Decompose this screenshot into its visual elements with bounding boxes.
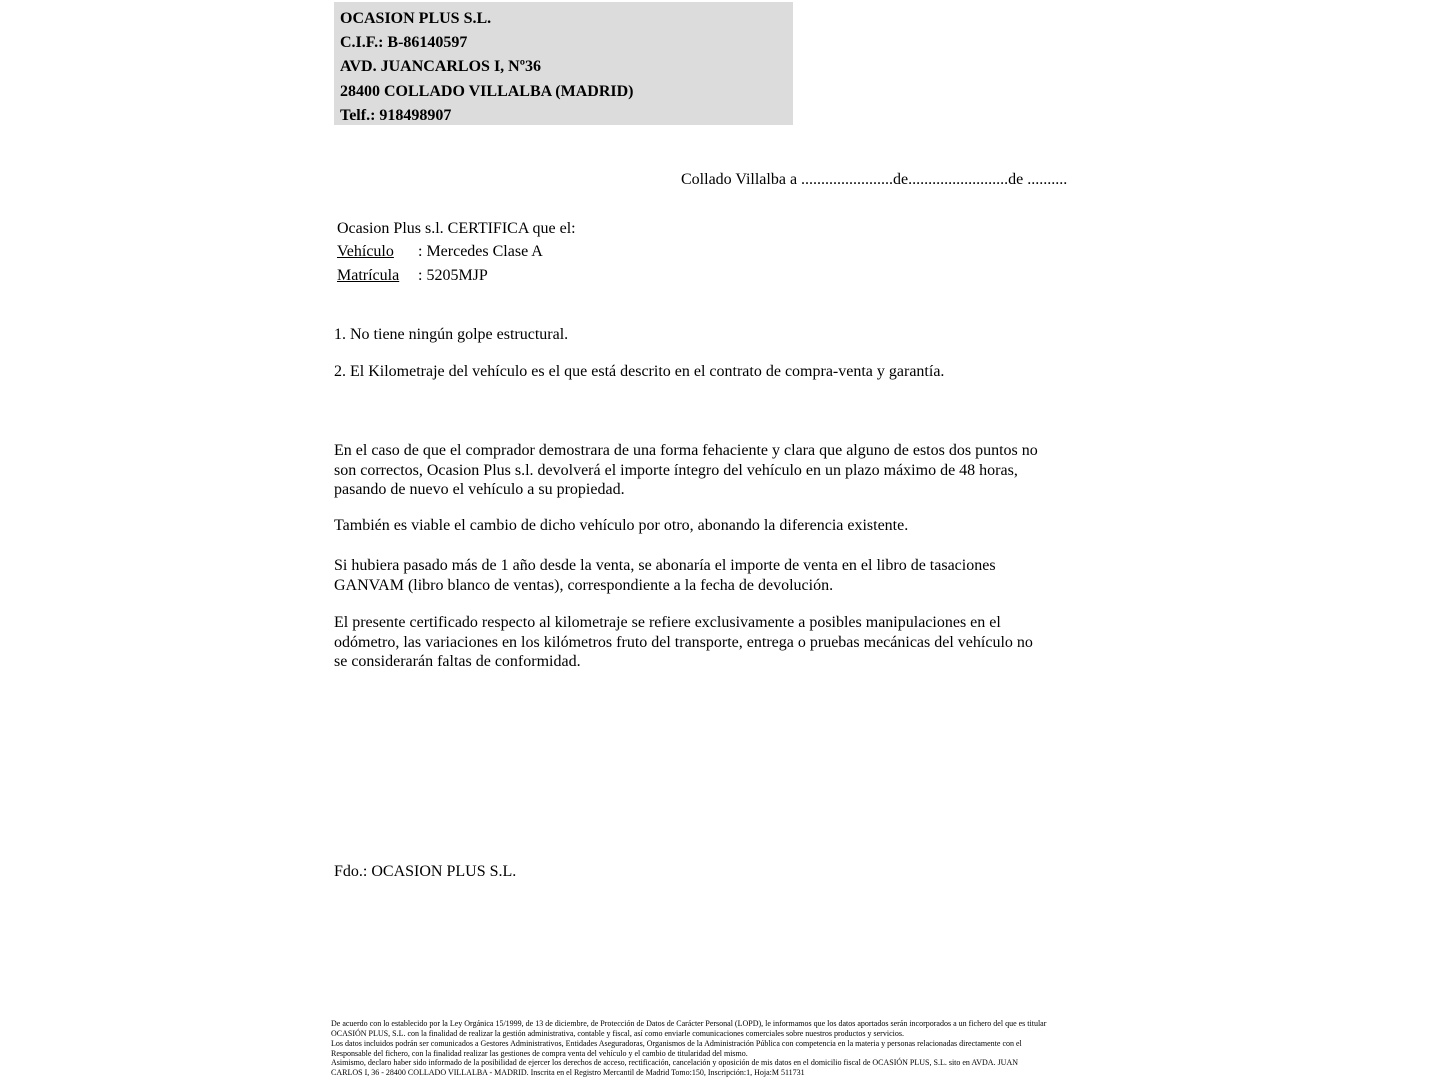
certified-point-2: 2. El Kilometraje del vehículo es el que está descrito en el contrato de compra-venta y garantía. xyxy=(334,363,945,380)
certification-block xyxy=(337,217,576,287)
certify-intro: Ocasion Plus s.l. CERTIFICA que el: xyxy=(337,220,576,237)
vehicle-value: : Mercedes Clase A xyxy=(418,243,543,261)
refund-paragraph xyxy=(334,441,1038,500)
odometer-paragraph-line: se considerarán faltas de conformidad. xyxy=(334,653,581,671)
refund-paragraph-line: pasando de nuevo el vehículo a su propiedad. xyxy=(334,481,625,499)
odometer-paragraph xyxy=(334,613,1033,672)
company-name: OCASION PLUS S.L. xyxy=(340,10,492,27)
odometer-paragraph-line: El presente certificado respecto al kilometraje se refiere exclusivamente a posibles manipulaciones en el xyxy=(334,614,1001,631)
plate-label-box xyxy=(337,264,418,287)
plate-row xyxy=(337,264,576,287)
company-city: 28400 COLLADO VILLALBA (MADRID) xyxy=(340,82,634,100)
ganvam-paragraph-line: GANVAM (libro blanco de ventas), correspondiente a la fecha de devolución. xyxy=(334,576,834,594)
exchange-paragraph xyxy=(334,516,908,536)
legal-notice-line: OCASIÓN PLUS, S.L. con la finalidad de realizar la gestión administrativa, contable y fiscal, así como enviarle comunicaciones comerciales sobre nuestros productos y servicios. xyxy=(331,1028,904,1038)
company-phone: Telf.: 918498907 xyxy=(340,106,452,124)
refund-paragraph-line: En el caso de que el comprador demostrara de una forma fehaciente y clara que alguno de estos dos puntos no xyxy=(334,442,1038,459)
legal-notice-line: CARLOS I, 36 - 28400 COLLADO VILLALBA - MADRID. Inscrita en el Registro Mercantil de Madrid Tomo:150, Inscripción:1, Hoja:M 511731 xyxy=(331,1068,805,1078)
company-address: AVD. JUANCARLOS I, Nº36 xyxy=(340,58,542,76)
signature-line: Fdo.: OCASION PLUS S.L. xyxy=(334,863,517,880)
ganvam-paragraph-line: Si hubiera pasado más de 1 año desde la venta, se abonaría el importe de venta en el libro de tasaciones xyxy=(334,557,996,574)
vehicle-row xyxy=(337,240,576,263)
exchange-paragraph-line: También es viable el cambio de dicho vehículo por otro, abonando la diferencia existente. xyxy=(334,517,909,534)
odometer-paragraph-line: odómetro, las variaciones en los kilómetros fruto del transporte, entrega o pruebas mecánicas del vehículo no xyxy=(334,633,1033,651)
legal-notice xyxy=(331,1019,1046,1078)
vehicle-label: Vehículo xyxy=(337,243,394,261)
company-letterhead-box xyxy=(334,2,793,125)
legal-notice-line: Asimismo, declaro haber sido informado de la posibilidad de ejercer los derechos de acceso, rectificación, cancelación y oposición de mis datos en el domicilio fiscal de OCASIÓN PLUS, S.L. sito en AVDA. JUAN xyxy=(331,1058,1019,1068)
legal-notice-line: Responsable del fichero, con la finalidad realizar las gestiones de compra venta del vehículo y el cambio de titularidad del mismo. xyxy=(331,1048,748,1058)
legal-notice-line: De acuerdo con lo establecido por la Ley Orgánica 15/1999, de 13 de diciembre, de Protección de Datos de Carácter Personal (LOPD), le informamos que los datos aportados serán incorporados a un fichero del que es titular xyxy=(331,1019,1047,1028)
plate-label: Matrícula xyxy=(337,266,400,284)
ganvam-paragraph xyxy=(334,556,996,595)
certified-point-1: 1. No tiene ningún golpe estructural. xyxy=(334,326,569,343)
refund-paragraph-line: son correctos, Ocasion Plus s.l. devolverá el importe íntegro del vehículo en un plazo máximo de 48 horas, xyxy=(334,461,1018,479)
vehicle-label-box xyxy=(337,240,418,263)
company-cif: C.I.F.: B-86140597 xyxy=(340,34,468,52)
legal-notice-line: Los datos incluidos podrán ser comunicados a Gestores Administrativos, Entidades Aseguradoras, Organismos de la Administración Pública con competencia en la materia y personas relacionadas directamente con el xyxy=(331,1038,1022,1048)
date-fill-in-line: Collado Villalba a .......................de.........................de .......... xyxy=(681,171,1068,188)
plate-value: : 5205MJP xyxy=(418,266,488,284)
